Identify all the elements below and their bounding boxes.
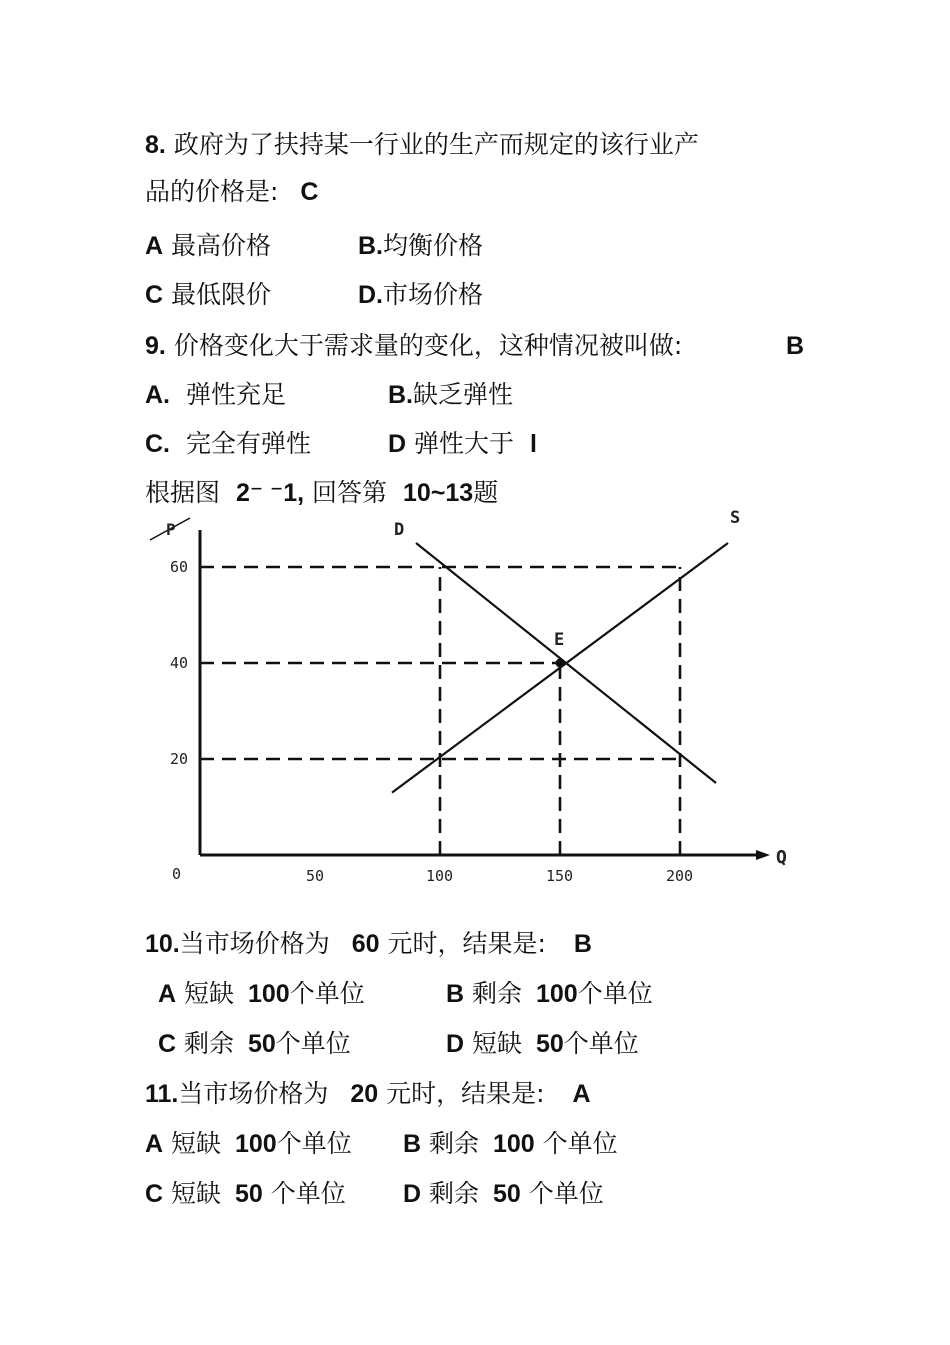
q9-option-c	[145, 428, 311, 460]
q9-option-b-key: B.	[388, 381, 413, 409]
q10-option-c-num: 50	[247, 1030, 276, 1058]
q9-stem-text: 价格变化大于需求量的变化，这种情况被叫做:	[173, 331, 683, 360]
x-tick-label-100: 100	[426, 867, 454, 885]
q9-option-d-key: D	[388, 430, 407, 458]
chart-labels	[166, 508, 787, 885]
q8-option-c-text: 最低限价	[171, 280, 272, 309]
q10-stem	[145, 928, 592, 960]
q8-option-b	[358, 230, 483, 262]
q8-number: 8.	[145, 131, 166, 159]
q8-option-b-text: 均衡价格	[383, 231, 484, 260]
q10-price: 60	[351, 930, 380, 958]
q10-option-d-key: D	[446, 1030, 465, 1058]
equilibrium-point	[556, 659, 565, 668]
q8-option-b-key: B.	[358, 232, 383, 260]
q10-answer: B	[573, 930, 592, 958]
q9-answer: B	[786, 332, 805, 360]
q11-number: 11.	[145, 1080, 179, 1108]
supply-demand-graph	[140, 508, 787, 895]
q10-number: 10.	[145, 930, 180, 958]
q10-option-b	[446, 978, 653, 1010]
q11-stem-text-2: 元时，结果是:	[386, 1079, 545, 1108]
q8-option-c-key: C	[145, 281, 164, 309]
q11-answer: A	[572, 1080, 591, 1108]
intro-pre: 根据图	[145, 478, 221, 507]
q9-option-c-text: 完全有弹性	[185, 429, 311, 458]
q9-stem	[145, 330, 682, 362]
q11-option-a	[145, 1128, 352, 1160]
q10-option-b-w1: 剩余	[472, 979, 523, 1008]
q11-option-d	[403, 1178, 604, 1210]
q11-option-d-w1: 剩余	[429, 1179, 480, 1208]
axes	[150, 518, 770, 860]
q9-option-d	[388, 428, 537, 460]
dashed-guides	[200, 567, 680, 855]
q9-option-b-text: 缺乏弹性	[413, 380, 514, 409]
q10-option-a-w2: 个单位	[289, 979, 365, 1008]
y-tick-label-20: 20	[170, 750, 189, 768]
q8-option-a	[145, 230, 271, 262]
q11-option-b-key: B	[403, 1130, 422, 1158]
x-tick-label-200: 200	[666, 867, 694, 885]
q11-option-b-num: 100	[492, 1130, 535, 1158]
q11-option-c-w1: 短缺	[171, 1179, 222, 1208]
q8-stem-text: 政府为了扶持某一行业的生产而规定的该行业产	[173, 130, 699, 159]
figure-intro	[145, 477, 498, 509]
y-tick-label-40: 40	[170, 654, 189, 672]
q9-number: 9.	[145, 332, 166, 360]
q11-stem	[145, 1078, 591, 1110]
x-axis-arrow	[756, 850, 770, 860]
q8-option-d	[358, 279, 483, 311]
q9-option-a-key: A.	[145, 381, 170, 409]
curve-label-S: S	[730, 508, 741, 528]
q11-option-a-w2: 个单位	[276, 1129, 352, 1158]
q8-option-c	[145, 279, 271, 311]
q8-option-a-text: 最高价格	[171, 231, 272, 260]
q11-option-d-key: D	[403, 1180, 422, 1208]
origin-label: 0	[172, 865, 182, 883]
q10-option-a-key: A	[158, 980, 177, 1008]
q10-option-a-num: 100	[247, 980, 290, 1008]
q10-stem-text-2: 元时，结果是:	[387, 929, 546, 958]
q11-option-c-key: C	[145, 1180, 164, 1208]
q10-option-a	[158, 978, 365, 1010]
q10-stem-text-1: 当市场价格为	[179, 929, 330, 958]
q8-stem-text-2: 品的价格是:	[145, 177, 279, 206]
x-tick-label-150: 150	[546, 867, 574, 885]
q9-option-a	[145, 379, 286, 411]
q8-option-d-text: 市场价格	[383, 280, 484, 309]
q10-option-b-key: B	[446, 980, 465, 1008]
x-tick-label-50: 50	[306, 867, 325, 885]
q9-option-d-text: 弹性大于	[414, 429, 515, 458]
q11-option-a-w1: 短缺	[171, 1129, 222, 1158]
equilibrium-label: E	[554, 630, 565, 650]
q10-option-d-w1: 短缺	[472, 1029, 523, 1058]
q11-option-c-num: 50	[234, 1180, 263, 1208]
intro-figure-ref: 2⁻ ⁻1,	[235, 479, 305, 507]
y-tick-label-60: 60	[170, 558, 189, 576]
q8-option-a-key: A	[145, 232, 164, 260]
q11-option-b	[403, 1128, 618, 1160]
q11-option-a-num: 100	[234, 1130, 277, 1158]
q8-stem-line1	[145, 129, 699, 161]
q11-stem-text-1: 当市场价格为	[178, 1079, 329, 1108]
intro-post: 题	[473, 478, 499, 507]
q10-option-c-key: C	[158, 1030, 177, 1058]
q11-price: 20	[350, 1080, 379, 1108]
q11-option-b-w2: 个单位	[542, 1129, 618, 1158]
q8-stem-line2	[145, 176, 318, 208]
q8-option-d-key: D.	[358, 281, 383, 309]
q9-option-d-tail: l	[529, 430, 537, 458]
q9-option-a-text: 弹性充足	[185, 380, 286, 409]
q11-option-b-w1: 剩余	[429, 1129, 480, 1158]
q9-option-c-key: C.	[145, 430, 170, 458]
q10-option-b-w2: 个单位	[577, 979, 653, 1008]
intro-mid: 回答第	[312, 478, 388, 507]
q10-option-c-w2: 个单位	[275, 1029, 351, 1058]
q11-option-c-w2: 个单位	[270, 1179, 346, 1208]
y-axis-label: P	[166, 520, 176, 539]
q10-option-d-w2: 个单位	[563, 1029, 639, 1058]
q10-option-b-num: 100	[535, 980, 578, 1008]
q11-option-d-w2: 个单位	[528, 1179, 604, 1208]
q11-option-a-key: A	[145, 1130, 164, 1158]
q10-option-d	[446, 1028, 639, 1060]
intro-range: 10~13	[402, 479, 474, 507]
q10-option-c-w1: 剩余	[184, 1029, 235, 1058]
q8-answer: C	[300, 178, 319, 206]
q10-option-c	[158, 1028, 351, 1060]
q10-option-a-w1: 短缺	[184, 979, 235, 1008]
curve-label-D: D	[394, 520, 405, 540]
q10-option-d-num: 50	[535, 1030, 564, 1058]
q11-option-d-num: 50	[492, 1180, 521, 1208]
q11-option-c	[145, 1178, 346, 1210]
q9-option-b	[388, 379, 513, 411]
x-axis-label: Q	[776, 847, 787, 868]
